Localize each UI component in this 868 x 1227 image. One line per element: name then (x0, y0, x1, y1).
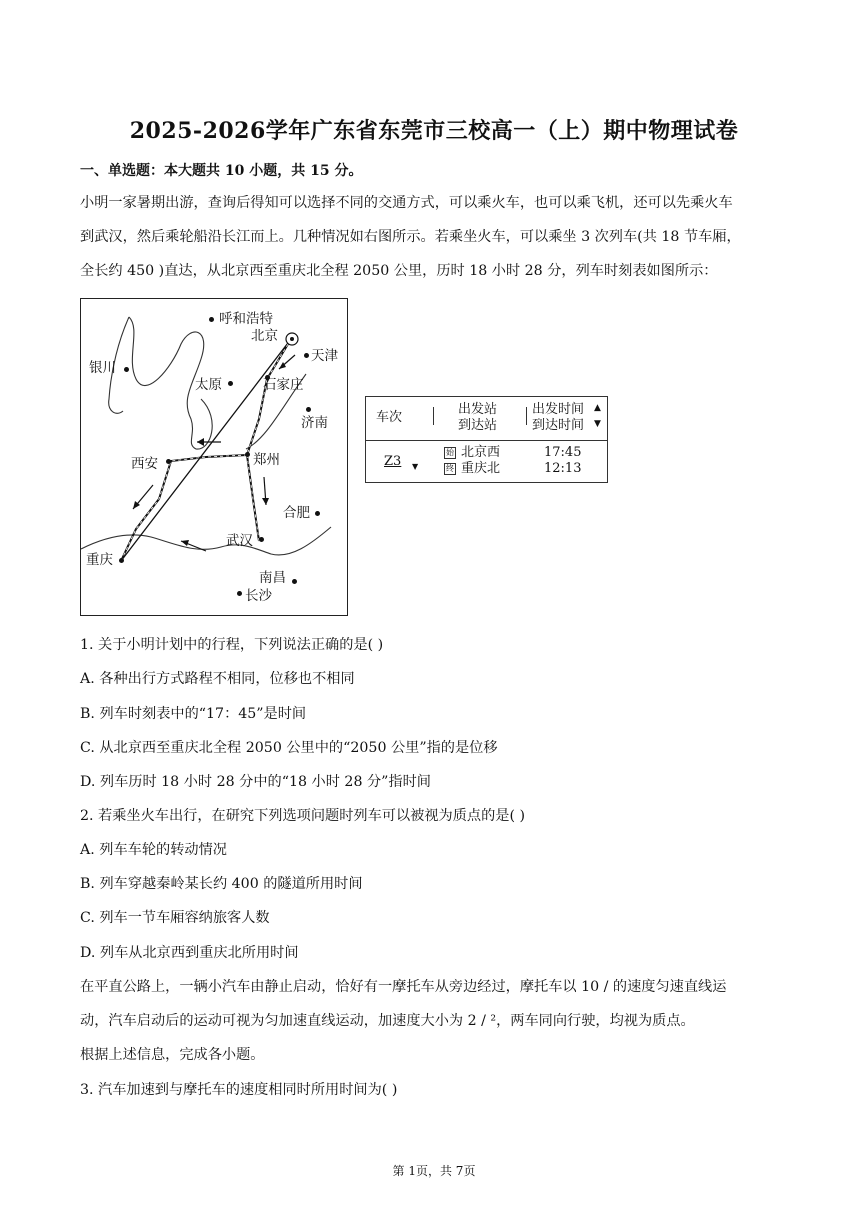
option-b: B. 列车时刻表中的“17：45”是时间 (80, 706, 307, 722)
train-timetable (365, 396, 608, 483)
intro-line: 全长约 450 )直达，从北京西至重庆北全程 2050 公里，历时 18 小时 28 分，列车时刻表如图所示： (80, 263, 718, 279)
city-label: 重庆 (86, 552, 113, 568)
header-station: 到达站 (458, 418, 498, 433)
departure-station: 北京西 (461, 445, 501, 460)
page-footer: 第 1页，共 7页 (392, 1164, 476, 1178)
header-time: 到达时间 (532, 418, 585, 433)
city-dot (209, 317, 214, 322)
city-dot (228, 381, 233, 386)
passage-line: 在平直公路上，一辆小汽车由静止启动，恰好有一摩托车从旁边经过，摩托车以 10 / 的速度匀速直线运 (80, 979, 727, 995)
question-stem: 1. 关于小明计划中的行程，下列说法正确的是( ) (80, 637, 384, 653)
section-heading: 一、单选题：本大题共 10 小题，共 15 分。 (80, 163, 363, 179)
divider (433, 407, 434, 425)
arrival-time: 12:13 (544, 461, 582, 476)
passage-line: 根据上述信息，完成各小题。 (80, 1047, 265, 1063)
city-label: 武汉 (226, 533, 253, 549)
option-c: C. 列车一节车厢容纳旅客人数 (80, 910, 270, 926)
departure-time: 17:45 (544, 445, 582, 460)
sort-down-icon[interactable]: ▼ (594, 419, 601, 429)
end-badge: 终 (446, 464, 454, 473)
start-badge: 始 (446, 448, 454, 457)
city-dot (245, 452, 250, 457)
option-c: C. 从北京西至重庆北全程 2050 公里中的“2050 公里”指的是位移 (80, 740, 498, 756)
city-dot (306, 407, 311, 412)
city-label: 呼和浩特 (219, 311, 273, 327)
route-map (80, 298, 348, 616)
city-label: 西安 (131, 456, 158, 472)
header-station: 出发站 (458, 402, 498, 417)
city-label: 北京 (251, 328, 278, 344)
sort-up-icon[interactable]: ▲ (594, 403, 601, 413)
city-dot (259, 537, 264, 542)
option-a: A. 列车车轮的转动情况 (80, 842, 227, 858)
header-train: 车次 (376, 410, 403, 425)
map-lines (81, 299, 348, 616)
header-divider (366, 440, 607, 441)
option-d: D. 列车历时 18 小时 28 分中的“18 小时 28 分”指时间 (80, 774, 431, 790)
city-label: 长沙 (245, 588, 272, 604)
city-label: 郑州 (253, 452, 280, 468)
divider (526, 407, 527, 425)
header-time: 出发时间 (532, 402, 585, 417)
city-label: 合肥 (283, 505, 310, 521)
city-dot (315, 511, 320, 516)
city-dot (304, 353, 309, 358)
city-dot (292, 579, 297, 584)
city-label: 济南 (301, 415, 328, 431)
intro-line: 到武汉，然后乘轮船沿长江而上。几种情况如右图所示。若乘坐火车，可以乘坐 3 次列车(共 18 节车厢， (80, 229, 741, 245)
city-label: 银川 (89, 360, 116, 376)
option-b: B. 列车穿越秦岭某长约 400 的隧道所用时间 (80, 876, 363, 892)
passage-line: 动，汽车启动后的运动可视为匀加速直线运动，加速度大小为 2 / ²，两车同向行驶，均视为质点。 (80, 1013, 695, 1029)
city-dot (237, 591, 242, 596)
arrival-station: 重庆北 (461, 461, 501, 476)
option-d: D. 列车从北京西到重庆北所用时间 (80, 945, 299, 961)
intro-line: 小明一家暑期出游，查询后得知可以选择不同的交通方式，可以乘火车，也可以乘飞机，还可以先乘火车 (80, 195, 733, 211)
train-number-link[interactable]: Z3 (384, 454, 402, 469)
city-label: 石家庄 (263, 377, 304, 393)
city-dot (166, 459, 171, 464)
city-dot (119, 558, 124, 563)
paper-title: 2025-2026学年广东省东莞市三校高一（上）期中物理试卷 (129, 118, 739, 144)
option-a: A. 各种出行方式路程不相同，位移也不相同 (80, 671, 355, 687)
question-stem: 3. 汽车加速到与摩托车的速度相同时所用时间为( ) (80, 1082, 398, 1098)
expand-icon[interactable]: ▼ (412, 462, 419, 471)
city-label: 太原 (195, 377, 222, 393)
city-dot (124, 367, 129, 372)
city-label: 天津 (311, 348, 338, 364)
question-stem: 2. 若乘坐火车出行，在研究下列选项问题时列车可以被视为质点的是( ) (80, 808, 526, 824)
city-label: 南昌 (259, 570, 286, 586)
